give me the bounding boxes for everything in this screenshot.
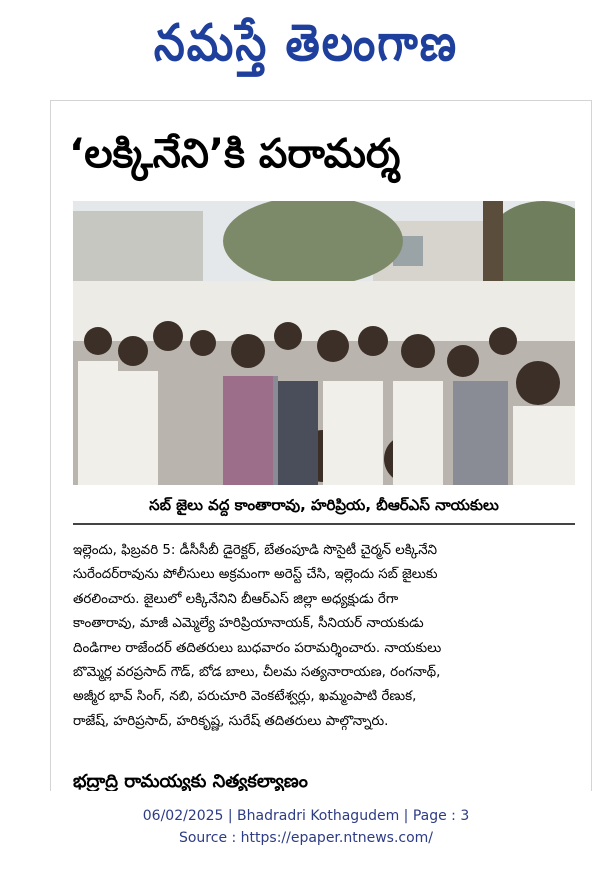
body-line: ఇల్లెందు, ఫిబ్రవరి 5: డీసీసీబీ డైరెక్టర్, బేతంపూడి సొసైటీ చైర్మన్ లక్కినేని	[73, 543, 438, 558]
crowd-photo-image	[73, 201, 575, 485]
article-photo	[73, 201, 575, 485]
photo-caption: సబ్ జైలు వద్ద కాంతారావు, హరిప్రియ, బీఆర్ఎస్ నాయకులు	[149, 496, 499, 514]
body-line: కాంతారావు, మాజీ ఎమ్మెల్యే హరిప్రియానాయక్, సీనియర్ నాయకుడు	[73, 616, 424, 632]
body-line: బొమ్మెర్ల వరప్రసాద్ గౌడ్, బోడ బాలు, చీలమ సత్యనారాయణ, రంగనాథ్,	[73, 665, 441, 681]
body-line: అజ్మీర భావ్ సింగ్, నబి, పరుచూరి వెంకటేశ్వర్లు, ఖమ్మంపాటి రేణుక,	[73, 689, 417, 705]
article-body	[73, 539, 575, 734]
body-line: దిండిగాల రాజేందర్ తదితరులు బుధవారం పరామర్శించారు. నాయకులు	[73, 640, 442, 656]
masthead	[0, 8, 612, 80]
newspaper-logo: నమస్తే తెలంగాణ	[153, 14, 459, 73]
body-line: సురేందర్‌రావును పోలీసులు అక్రమంగా అరెస్ట్ చేసి, ఇల్లెందు సబ్ జైలుకు	[73, 567, 438, 583]
footer-date-line: 06/02/2025 | Bhadradri Kothagudem | Page : 3	[142, 808, 470, 824]
caption-divider	[73, 523, 575, 525]
article-headline: ‘లక్కినేని’కి పరామర్శ	[69, 131, 401, 177]
next-article-headline: భద్రాద్రి రామయ్యకు నిత్యకల్యాణం	[73, 771, 308, 791]
news-clipping	[50, 100, 592, 791]
body-line: రాజేష్, హరిప్రసాద్, హరికృష్ణ, సురేష్ తదితరులు పాల్గొన్నారు.	[73, 713, 389, 729]
body-line: తరలించారు. జైలులో లక్కినేనిని బీఆర్ఎస్ జిల్లా అధ్యక్షుడు రేగా	[73, 591, 399, 607]
footer-source-line: Source : https://epaper.ntnews.com/	[178, 830, 434, 846]
